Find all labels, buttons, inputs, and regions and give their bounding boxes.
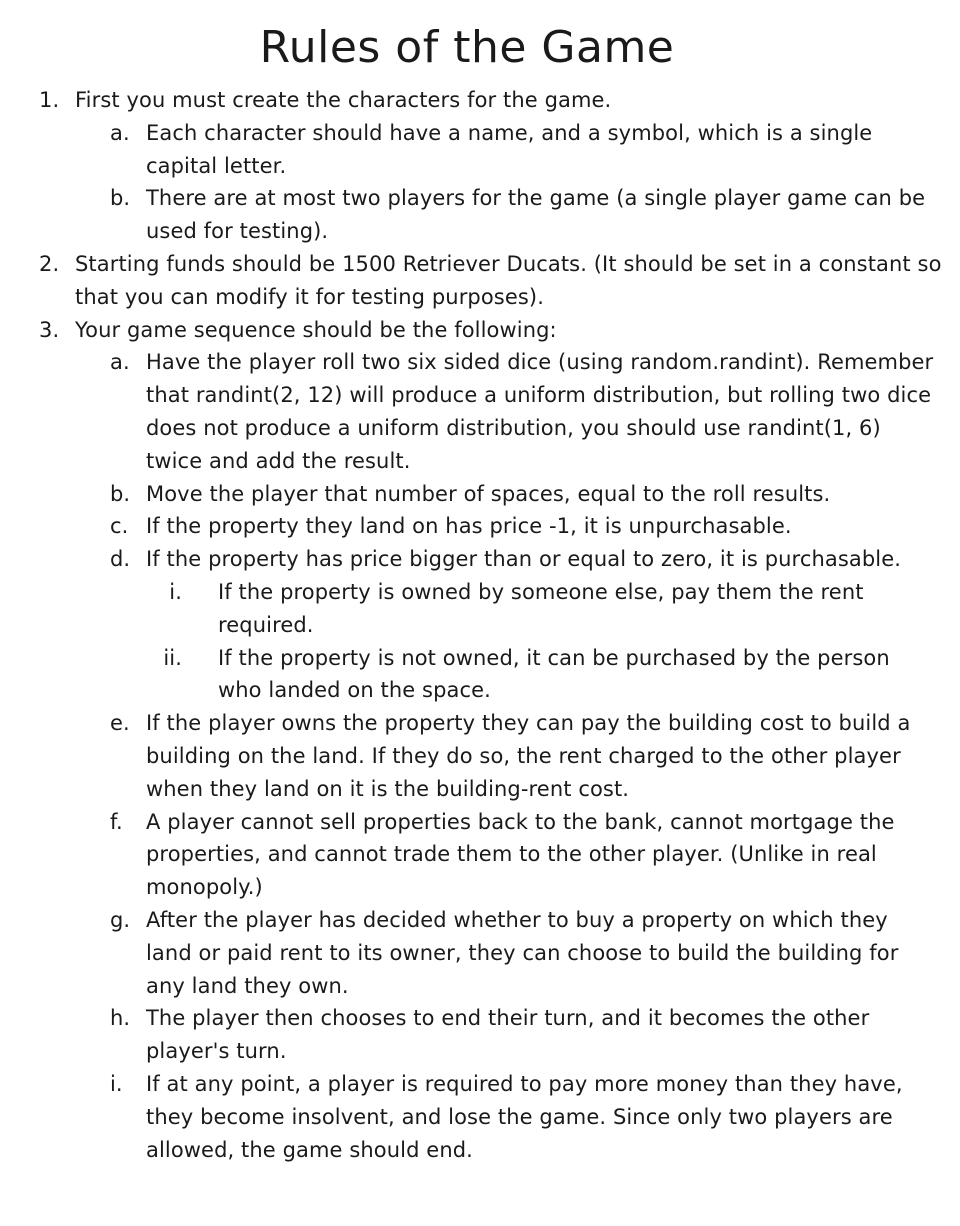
list-item-text: A player cannot sell properties back to the bank, cannot mortgage the properties, and cannot trade them to the other player. (Unlike in real monopoly.) — [146, 809, 895, 900]
list-marker: i. — [169, 579, 182, 604]
list-item-text: There are at most two players for the game (a single player game can be used for testing). — [146, 186, 926, 244]
list-item-text: The player then chooses to end their turn, and it becomes the other player's turn. — [146, 1006, 870, 1064]
list-marker: 2. — [39, 251, 60, 276]
list-item-text: If at any point, a player is required to pay more money than they have, they become insolvent, and lose the game. Since only two players are allowed, the game should end. — [146, 1071, 903, 1162]
list-item-text: After the player has decided whether to buy a property on which they land or paid rent to its owner, they can choose to build the building for any land they own. — [146, 907, 899, 998]
rule-item-1 — [0, 84, 960, 117]
list-item-text: If the property they land on has price -1, it is unpurchasable. — [146, 514, 792, 539]
list-marker: a. — [110, 120, 130, 145]
rule-item-3d-ii — [0, 642, 960, 708]
rule-item-3i — [0, 1068, 960, 1166]
list-marker: b. — [110, 481, 131, 506]
rules-list — [0, 84, 960, 1166]
list-marker: ii. — [163, 645, 182, 670]
rule-item-3c — [0, 510, 960, 543]
list-marker: 3. — [39, 317, 60, 342]
list-marker: e. — [110, 711, 130, 736]
rule-item-2 — [0, 248, 960, 314]
list-item-text: If the player owns the property they can pay the building cost to build a building on the land. If they do so, the rent charged to the other player when they land on it is the building-rent cost. — [146, 711, 911, 801]
list-item-text: Move the player that number of spaces, equal to the roll results. — [146, 481, 831, 506]
rule-item-3d-i — [0, 576, 960, 642]
rule-item-3d — [0, 543, 960, 576]
list-item-text: Starting funds should be 1500 Retriever Ducats. (It should be set in a constant so that you can modify it for testing purposes). — [75, 251, 942, 309]
list-marker: d. — [110, 547, 131, 572]
list-marker: i. — [110, 1071, 123, 1096]
rule-item-1a — [0, 117, 960, 183]
list-marker: 1. — [39, 88, 60, 112]
list-item-text: If the property has price bigger than or equal to zero, it is purchasable. — [146, 547, 902, 572]
list-item-text: Have the player roll two six sided dice (using random.randint). Remember that randint(2, 12) will produce a uniform distribution, but rolling two dice does not produce a uniform distribution, you should use randint(1, 6) twice and add the result. — [146, 350, 934, 473]
list-item-text: Each character should have a name, and a symbol, which is a single capital letter. — [146, 120, 873, 178]
page-title: Rules of the Game — [259, 22, 675, 73]
rule-item-3b — [0, 478, 960, 511]
list-marker: c. — [110, 514, 129, 539]
rule-item-1b — [0, 182, 960, 248]
list-marker: a. — [110, 350, 130, 375]
list-item-text: If the property is owned by someone else, pay them the rent required. — [218, 579, 864, 637]
rule-item-3h — [0, 1002, 960, 1068]
rule-item-3f — [0, 806, 960, 904]
list-marker: g. — [110, 907, 131, 932]
rule-item-3g — [0, 904, 960, 1002]
list-marker: h. — [110, 1006, 131, 1031]
rule-item-3 — [0, 314, 960, 347]
list-item-text: Your game sequence should be the following: — [75, 317, 557, 342]
list-marker: f. — [110, 809, 123, 834]
rule-item-3e — [0, 707, 960, 805]
list-marker: b. — [110, 186, 131, 211]
list-item-text: First you must create the characters for the game. — [75, 88, 612, 112]
list-item-text: If the property is not owned, it can be purchased by the person who landed on the space. — [218, 645, 890, 703]
rule-item-3a — [0, 346, 960, 477]
